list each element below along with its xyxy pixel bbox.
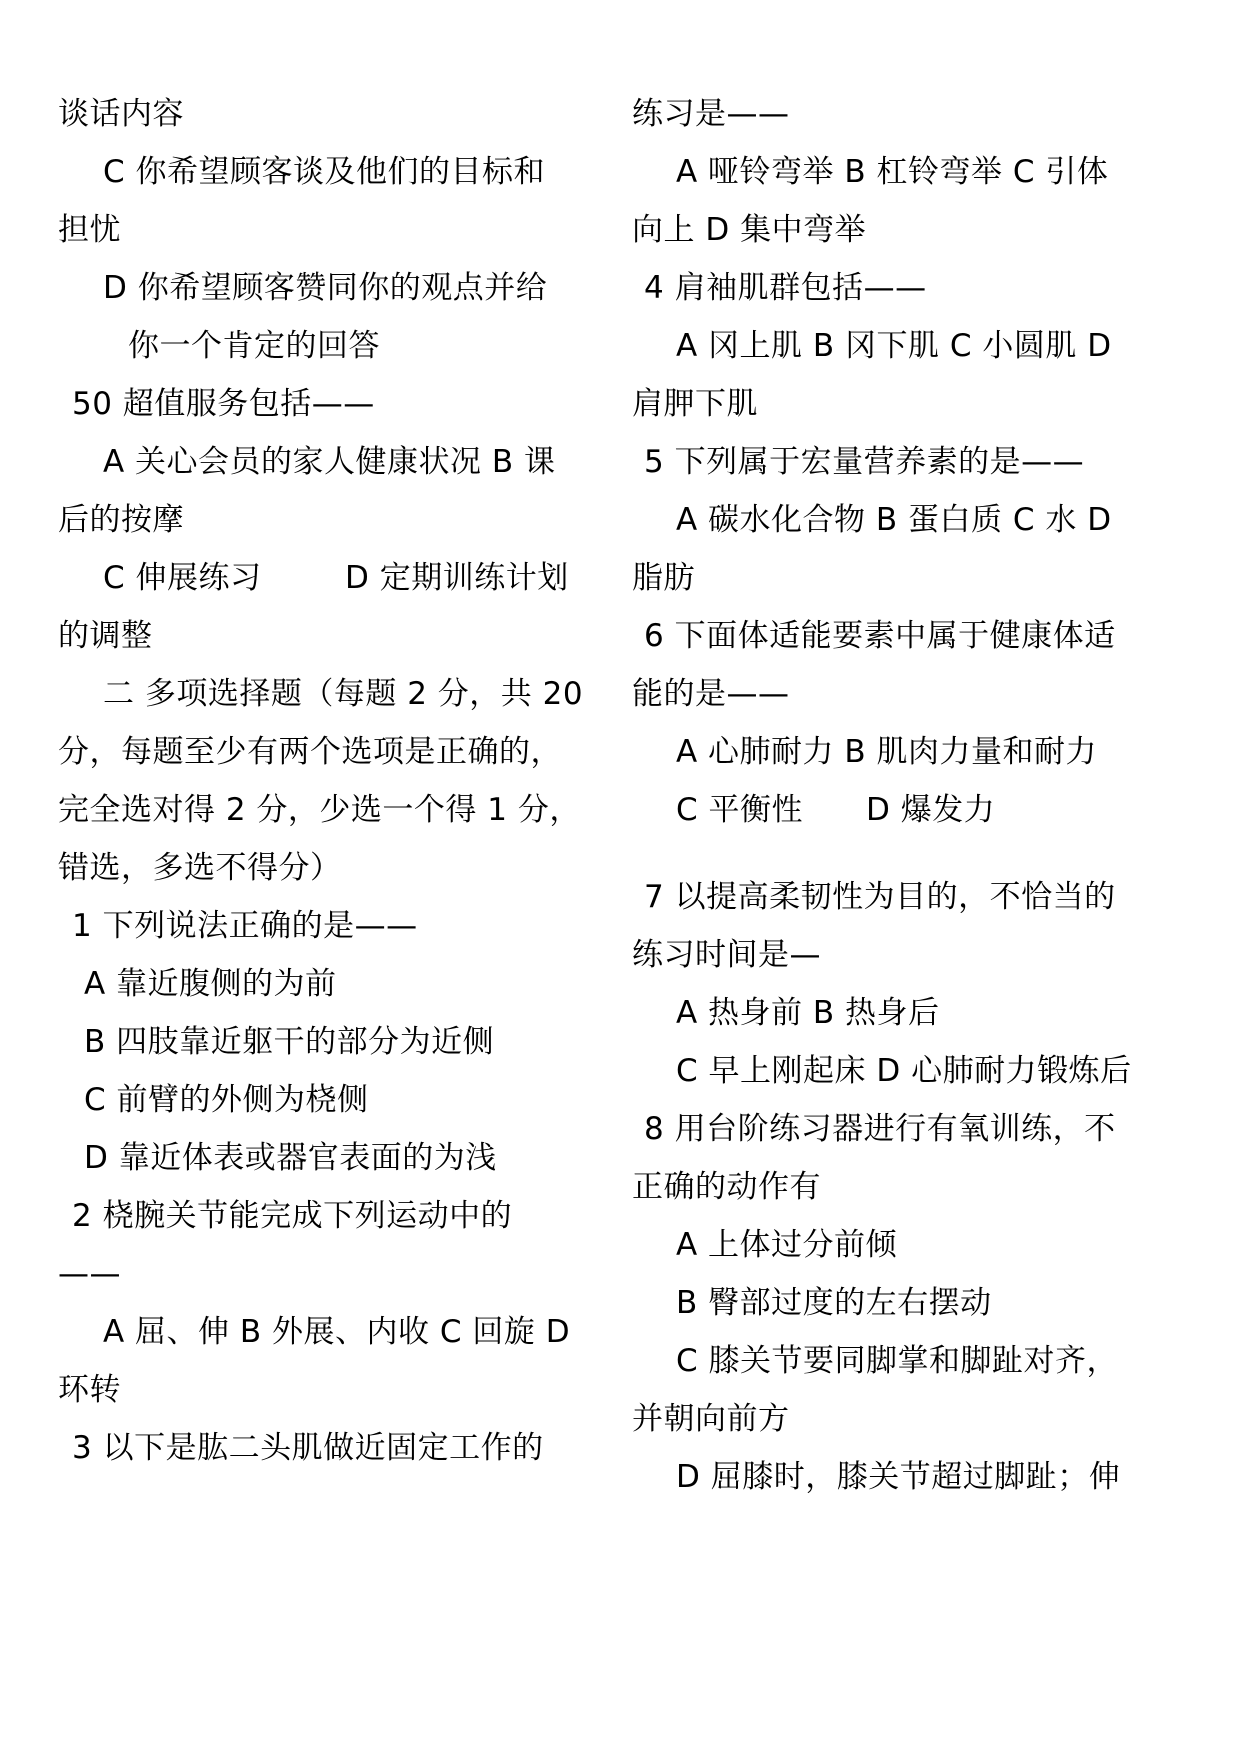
left-line-19: D 靠近体表或器官表面的为浅 <box>84 1140 497 1176</box>
left-line-12: 分，每题至少有两个选项是正确的， <box>58 734 562 770</box>
right-line-15: 练习时间是— <box>632 937 821 973</box>
right-line-08: A 碳水化合物 B 蛋白质 C 水 D <box>676 502 1112 538</box>
left-line-15: 1 下列说法正确的是—— <box>72 908 418 944</box>
right-line-14: 7 以提高柔韧性为目的，不恰当的 <box>644 879 1116 915</box>
left-line-11: 二 多项选择题（每题 2 分，共 20 <box>103 676 584 712</box>
left-line-14: 错选，多选不得分） <box>58 850 342 886</box>
left-line-01: 谈话内容 <box>58 96 184 132</box>
left-line-21: —— <box>58 1256 121 1292</box>
right-line-12: A 心肺耐力 B 肌肉力量和耐力 <box>676 734 1098 770</box>
left-line-06: 50 超值服务包括—— <box>72 386 375 422</box>
left-line-22: A 屈、伸 B 外展、内收 C 回旋 D <box>103 1314 571 1350</box>
right-line-21: B 臀部过度的左右摆动 <box>676 1285 992 1321</box>
right-line-20: A 上体过分前倾 <box>676 1227 898 1263</box>
left-line-18: C 前臂的外侧为桡侧 <box>84 1082 369 1118</box>
right-line-18: 8 用台阶练习器进行有氧训练，不 <box>644 1111 1116 1147</box>
left-line-24: 3 以下是肱二头肌做近固定工作的 <box>72 1430 544 1466</box>
right-line-17: C 早上刚起床 D 心肺耐力锻炼后 <box>676 1053 1132 1089</box>
left-line-03: 担忧 <box>58 212 121 248</box>
left-line-05: 你一个肯定的回答 <box>128 328 380 364</box>
right-line-23: 并朝向前方 <box>632 1401 790 1437</box>
right-line-13b: D 爆发力 <box>866 792 996 828</box>
left-line-09b: D 定期训练计划 <box>345 560 569 596</box>
left-line-10: 的调整 <box>58 618 153 654</box>
left-line-04: D 你希望顾客赞同你的观点并给 <box>103 270 548 306</box>
right-line-09: 脂肪 <box>632 560 695 596</box>
left-line-23: 环转 <box>58 1372 121 1408</box>
right-line-03: 向上 D 集中弯举 <box>632 212 867 248</box>
left-line-07: A 关心会员的家人健康状况 B 课 <box>103 444 556 480</box>
right-line-11: 能的是—— <box>632 676 790 712</box>
left-line-08: 后的按摩 <box>58 502 184 538</box>
right-line-06: 肩胛下肌 <box>632 386 758 422</box>
right-line-01: 练习是—— <box>632 96 790 132</box>
left-line-09a: C 伸展练习 <box>103 560 262 596</box>
right-line-04: 4 肩袖肌群包括—— <box>644 270 927 306</box>
right-line-02: A 哑铃弯举 B 杠铃弯举 C 引体 <box>676 154 1109 190</box>
right-line-13a: C 平衡性 <box>676 792 803 828</box>
right-line-24: D 屈膝时，膝关节超过脚趾；伸 <box>676 1459 1121 1495</box>
right-line-19: 正确的动作有 <box>632 1169 821 1205</box>
right-line-22: C 膝关节要同脚掌和脚趾对齐， <box>676 1343 1118 1379</box>
right-line-10: 6 下面体适能要素中属于健康体适 <box>644 618 1116 654</box>
left-line-17: B 四肢靠近躯干的部分为近侧 <box>84 1024 495 1060</box>
left-line-02: C 你希望顾客谈及他们的目标和 <box>103 154 545 190</box>
left-line-16: A 靠近腹侧的为前 <box>84 966 337 1002</box>
left-line-20: 2 桡腕关节能完成下列运动中的 <box>72 1198 513 1234</box>
left-line-13: 完全选对得 2 分，少选一个得 1 分， <box>58 792 581 828</box>
right-line-05: A 冈上肌 B 冈下肌 C 小圆肌 D <box>676 328 1112 364</box>
right-line-07: 5 下列属于宏量营养素的是—— <box>644 444 1085 480</box>
right-line-16: A 热身前 B 热身后 <box>676 995 940 1031</box>
